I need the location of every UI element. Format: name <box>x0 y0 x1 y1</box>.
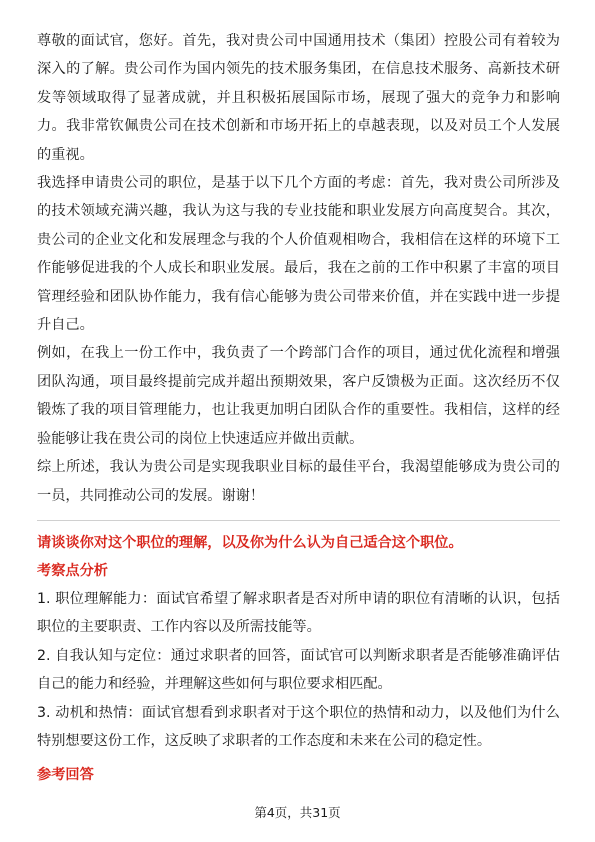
analysis-heading: 考察点分析 <box>37 562 108 579</box>
answer-text <box>37 27 560 510</box>
answer-paragraph: 尊敬的面试官，您好。首先，我对贵公司中国通用技术（集团）控股公司有着较为深入的了解。贵公司作为国内领先的技术服务集团，在信息技术服务、高新技术研发等领域取得了显著成就，并且积极拓展国际市场，展现了强大的竞争力和影响力。我非常钦佩贵公司在技术创新和市场开拓上的卓越表现，以及对员工个人发展的重视。 <box>37 33 560 163</box>
interview-question: 请谈谈你对这个职位的理解，以及你为什么认为自己适合这个职位。 <box>37 534 463 551</box>
analysis-list <box>37 585 560 755</box>
analysis-item: 1. 职位理解能力：面试官希望了解求职者是否对所申请的职位有清晰的认识，包括职位的主要职责、工作内容以及所需技能等。 <box>37 590 560 636</box>
document-page <box>37 27 560 789</box>
answer-paragraph: 综上所述，我认为贵公司是实现我职业目标的最佳平台，我渴望能够成为贵公司的一员，共同推动公司的发展。谢谢！ <box>37 459 560 504</box>
answer-paragraph: 我选择申请贵公司的职位，是基于以下几个方面的考虑：首先，我对贵公司所涉及的技术领域充满兴趣，我认为这与我的专业技能和职业发展方向高度契合。其次，贵公司的企业文化和发展理念与我的个人价值观相吻合，我相信在这样的环境下工作能够促进我的个人成长和职业发展。最后，我在之前的工作中积累了丰富的项目管理经验和团队协作能力，我有信心能够为贵公司带来价值，并在实践中进一步提升自己。 <box>37 175 560 334</box>
section-divider <box>37 520 560 521</box>
analysis-item: 2. 自我认知与定位：通过求职者的回答，面试官可以判断求职者是否能够准确评估自己的能力和经验，并理解这些如何与职位要求相匹配。 <box>37 647 560 693</box>
reference-answer-heading: 参考回答 <box>37 767 94 784</box>
answer-paragraph: 例如，在我上一份工作中，我负责了一个跨部门合作的项目，通过优化流程和增强团队沟通，项目最终提前完成并超出预期效果，客户反馈极为正面。这次经历不仅锻炼了我的项目管理能力，也让我更加明白团队合作的重要性。我相信，这样的经验能够让我在贵公司的岗位上快速适应并做出贡献。 <box>37 345 560 447</box>
analysis-item: 3. 动机和热情：面试官想看到求职者对于这个职位的热情和动力，以及他们为什么特别想要这份工作，这反映了求职者的工作态度和未来在公司的稳定性。 <box>37 704 560 749</box>
page-number-footer: 第4页，共31页 <box>254 805 341 820</box>
